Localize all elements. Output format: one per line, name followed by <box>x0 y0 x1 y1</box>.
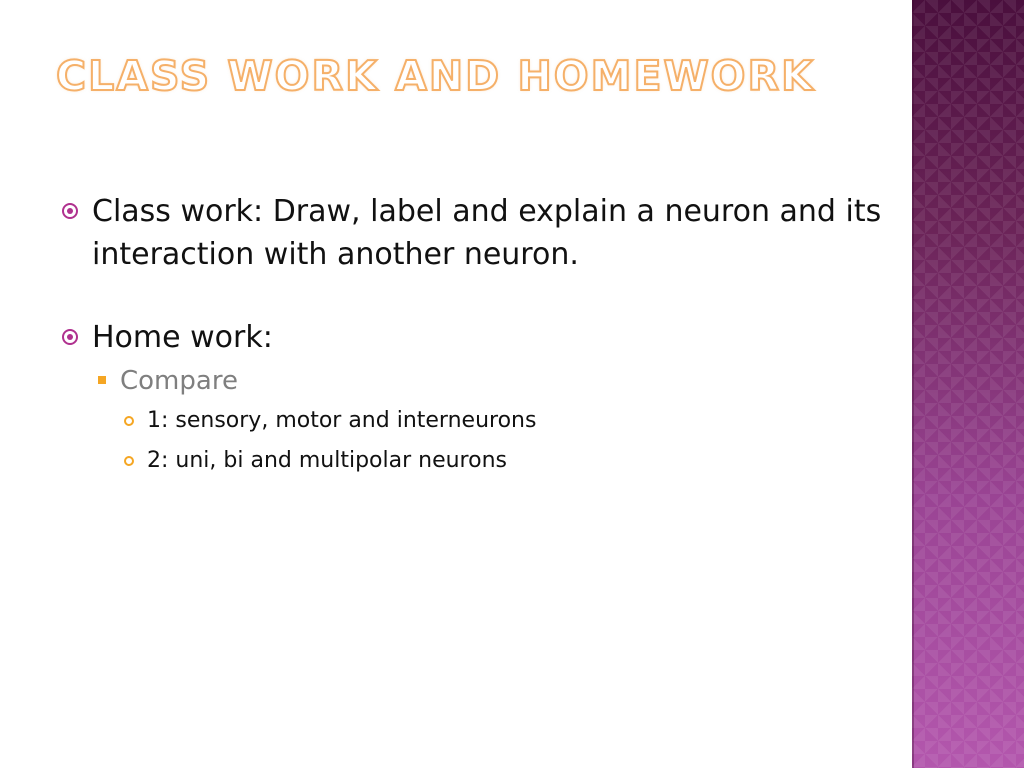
bullet-list <box>62 190 892 481</box>
sub-sub-bullet-2 <box>62 441 892 481</box>
circle-bullet-icon <box>62 329 78 345</box>
sub-bullet-text: Compare <box>120 366 238 396</box>
sub-sub-bullet-text: 1: sensory, motor and interneurons <box>147 408 537 433</box>
bullet-home-work <box>62 316 892 359</box>
circle-bullet-icon <box>62 203 78 219</box>
side-band-edge <box>912 0 914 768</box>
sub-bullet-compare <box>62 361 892 401</box>
slide-title: CLASS WORK AND HOMEWORK <box>56 52 815 100</box>
bullet-class-work <box>62 190 892 276</box>
square-bullet-icon <box>98 376 106 384</box>
ring-bullet-icon <box>124 416 134 426</box>
bullet-text: Home work: <box>92 320 273 355</box>
decorative-side-band <box>912 0 1024 768</box>
sub-sub-bullet-text: 2: uni, bi and multipolar neurons <box>147 448 507 473</box>
bullet-text: Class work: Draw, label and explain a neuron and its interaction with another neuron. <box>92 194 882 272</box>
sub-sub-bullet-1 <box>62 401 892 441</box>
ring-bullet-icon <box>124 456 134 466</box>
